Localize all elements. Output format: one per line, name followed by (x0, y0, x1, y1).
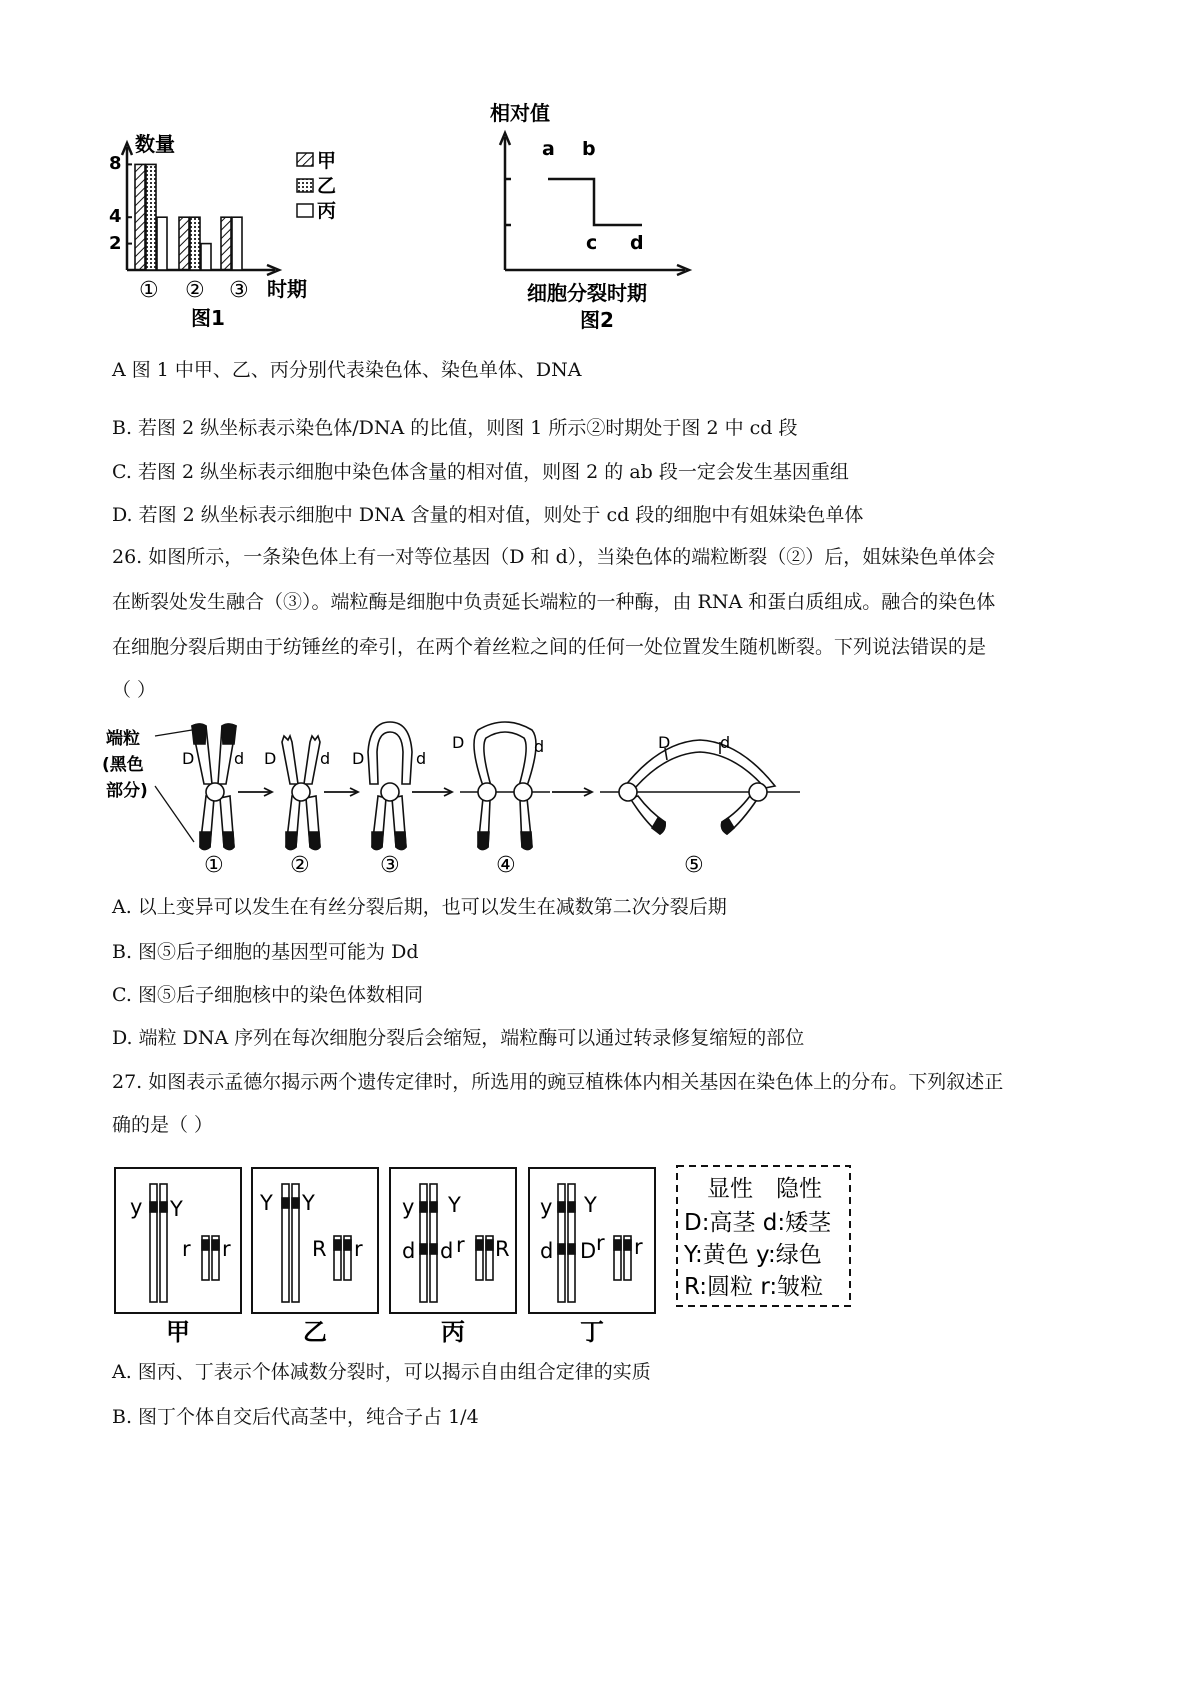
ding-gene-r2: r (634, 1235, 643, 1259)
step-label-4: ④ (496, 853, 516, 878)
yi-gene-R: R (312, 1237, 327, 1261)
q27-option-b: B. 图丁个体自交后代高茎中，纯合子占 1/4 (112, 1406, 479, 1428)
chromosome-stage-3 (368, 722, 412, 850)
fig2-point-d: d (630, 232, 644, 254)
q27-option-a: A. 图丙、丁表示个体减数分裂时，可以揭示自由组合定律的实质 (112, 1361, 651, 1383)
fig1-bar-2-period-1 (146, 164, 156, 270)
bing-gene-r: r (456, 1233, 465, 1257)
fig2-point-c: c (586, 232, 598, 254)
q26-stem-line-4: （ ） (112, 679, 157, 701)
fig2-ylabel: 相对值 (490, 101, 550, 125)
fig2-point-a: a (542, 138, 555, 160)
legend-yi: 乙 (317, 175, 337, 197)
fig1-bar-3-period-2 (201, 244, 211, 270)
stage3-gene-d: d (416, 749, 427, 768)
stage1-gene-D: D (182, 749, 195, 768)
stage2-gene-d: d (320, 749, 331, 768)
q26-option-d: D. 端粒 DNA 序列在每次细胞分裂后会缩短，端粒酶可以通过转录修复缩短的部位 (112, 1027, 805, 1049)
jia-gene-r2: r (222, 1237, 231, 1261)
yi-gene-Y2: Y (302, 1191, 315, 1215)
jia-gene-Y: Y (170, 1197, 183, 1221)
panel-label-yi: 乙 (303, 1318, 327, 1345)
chromosome-stage-1 (192, 724, 236, 850)
step-label-1: ① (204, 853, 224, 878)
stage4-gene-D: D (452, 733, 465, 752)
q26-stem-line-2: 在断裂处发生融合（③）。端粒酶是细胞中负责延长端粒的一种酶，由 RNA 和蛋白质组成。融合的染色体 (112, 591, 996, 613)
bing-gene-d1: d (402, 1239, 416, 1263)
q27-stem-line-2: 确的是（ ） (112, 1114, 214, 1136)
stage4-gene-d: d (534, 737, 545, 756)
legend-dominant: 显性 (707, 1176, 753, 1202)
fig1-bar-1-period-2 (179, 217, 189, 270)
legend-row-R: R:圆粒 r:皱粒 (684, 1274, 824, 1300)
bing-gene-Y: Y (448, 1193, 461, 1217)
legend-recessive: 隐性 (776, 1176, 822, 1202)
yi-gene-Y1: Y (260, 1191, 273, 1215)
legend-row-Y: Y:黄色 y:绿色 (684, 1242, 822, 1268)
figure-1-chart (105, 125, 345, 340)
step-label-3: ③ (380, 853, 400, 878)
stage2-gene-D: D (264, 749, 277, 768)
fig1-bar-1-period-1 (135, 164, 145, 270)
panel-label-bing: 丙 (441, 1318, 465, 1345)
jia-gene-r1: r (182, 1237, 191, 1261)
figure-2-chart (480, 95, 720, 340)
q25-option-a: A 图 1 中甲、乙、丙分别代表染色体、染色单体、DNA (112, 359, 582, 381)
fig1-period-3: ③ (229, 278, 249, 303)
q26-option-c: C. 图⑤后子细胞核中的染色体数相同 (112, 984, 423, 1006)
yi-gene-r: r (354, 1237, 363, 1261)
fig2-step-line (548, 179, 642, 225)
q25-option-c: C. 若图 2 纵坐标表示细胞中染色体含量的相对值，则图 2 的 ab 段一定会发生基因重组 (112, 461, 849, 483)
q27-stem-line-1: 27. 如图表示孟德尔揭示两个遗传定律时，所选用的豌豆植株体内相关基因在染色体上的分布。下列叙述正 (112, 1071, 1004, 1093)
q25-option-b: B. 若图 2 纵坐标表示染色体/DNA 的比值，则图 1 所示②时期处于图 2 中 cd 段 (112, 417, 798, 439)
ding-gene-r1: r (596, 1231, 605, 1255)
stage3-gene-D: D (352, 749, 365, 768)
step-label-5: ⑤ (684, 853, 704, 878)
legend-swatch-bing (297, 204, 313, 217)
fig1-ylabel: 数量 (135, 132, 175, 156)
telomere-label-2: (黑色 (102, 755, 144, 775)
ding-gene-d: d (540, 1239, 554, 1263)
chromosome-stage-5 (600, 740, 800, 834)
fig1-bar-2-period-2 (190, 217, 200, 270)
stage5-gene-D: D (658, 733, 671, 752)
ding-gene-y: y (540, 1195, 553, 1219)
bing-gene-d2: d (440, 1239, 454, 1263)
q26-option-a: A. 以上变异可以发生在有丝分裂后期，也可以发生在减数第二次分裂后期 (112, 896, 727, 918)
panel-label-jia: 甲 (166, 1318, 190, 1345)
fig1-ytick-8: 8 (109, 153, 122, 174)
telomere-label-3: 部分) (106, 781, 148, 801)
panel-label-ding: 丁 (580, 1318, 604, 1345)
fig1-period-1: ① (139, 278, 159, 303)
legend-bing: 丙 (317, 200, 337, 222)
step-label-2: ② (290, 853, 310, 878)
legend-swatch-jia (297, 153, 313, 166)
fig2-xlabel: 细胞分裂时期 (527, 281, 647, 305)
fig1-ytick-4: 4 (109, 206, 122, 227)
fig1-xlabel: 时期 (267, 277, 307, 301)
legend-jia: 甲 (317, 150, 337, 172)
fig1-period-2: ② (185, 278, 205, 303)
legend-swatch-yi (297, 179, 313, 192)
q27-gene-figure (110, 1160, 870, 1345)
chromosome-stage-2 (282, 736, 320, 850)
q26-stem-line-1: 26. 如图所示，一条染色体上有一对等位基因（D 和 d），当染色体的端粒断裂（②）后，姐妹染色单体会 (112, 546, 996, 568)
q25-option-d: D. 若图 2 纵坐标表示细胞中 DNA 含量的相对值，则处于 cd 段的细胞中有姐妹染色单体 (112, 504, 864, 526)
telomere-label-1: 端粒 (106, 729, 140, 749)
legend-row-D: D:高茎 d:矮茎 (684, 1210, 832, 1236)
fig1-ytick-2: 2 (109, 233, 122, 254)
fig2-point-b: b (582, 138, 596, 160)
stage5-gene-d: d (720, 733, 731, 752)
stage1-gene-d: d (234, 749, 245, 768)
q26-chromosome-figure (100, 712, 810, 882)
q26-option-b: B. 图⑤后子细胞的基因型可能为 Dd (112, 941, 419, 963)
fig1-bar-3-period-3 (232, 217, 242, 270)
jia-gene-y: y (130, 1195, 143, 1219)
ding-gene-D: D (580, 1239, 597, 1263)
bing-gene-R: R (495, 1237, 510, 1261)
bing-gene-y: y (402, 1195, 415, 1219)
fig1-bar-3-period-1 (157, 217, 167, 270)
ding-gene-Y: Y (584, 1193, 597, 1217)
fig1-bar-1-period-3 (221, 217, 231, 270)
q26-stem-line-3: 在细胞分裂后期由于纺锤丝的牵引，在两个着丝粒之间的任何一处位置发生随机断裂。下列说法错误的是 (112, 636, 987, 658)
fig1-caption: 图1 (191, 306, 225, 330)
fig2-caption: 图2 (580, 308, 614, 332)
